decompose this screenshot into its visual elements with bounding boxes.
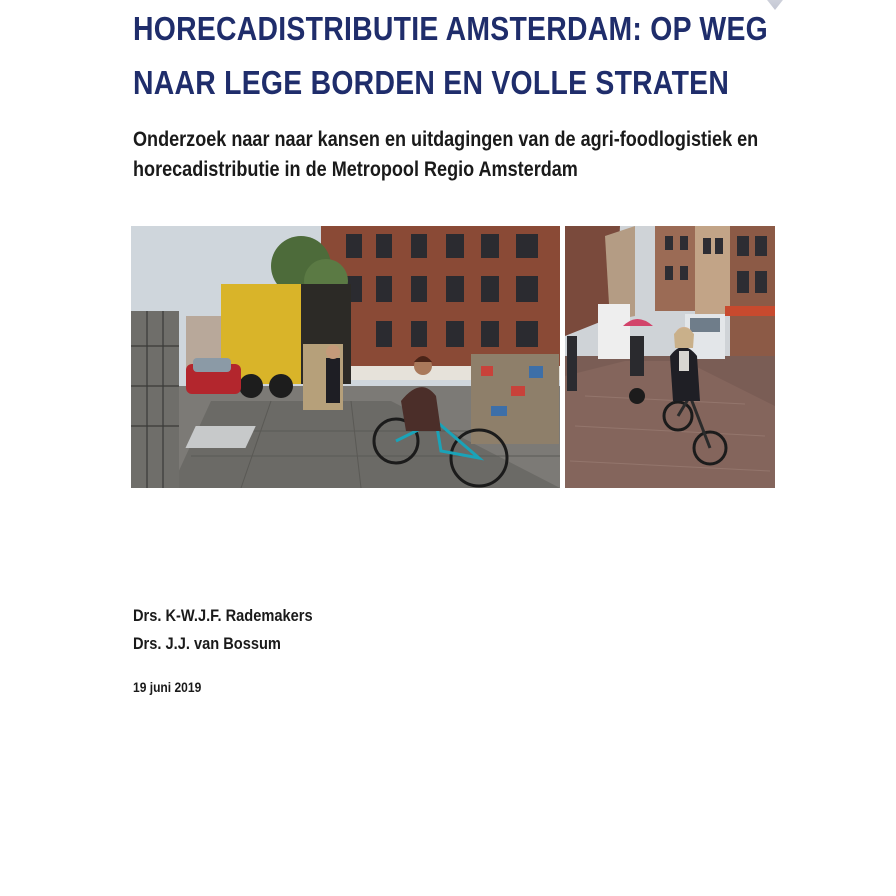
subtitle-line-1: Onderzoek naar naar kansen en uitdagingen van de agri-foodlogistiek en: [133, 128, 759, 151]
cover-photo-rainy-street: [565, 226, 775, 488]
cover-photo-delivery-truck: [131, 226, 560, 488]
corner-logo-fragment: [756, 0, 794, 10]
subtitle-line-2: horecadistributie in de Metropool Regio Amsterdam: [133, 158, 578, 181]
author-name: Drs. J.J. van Bossum: [133, 634, 281, 653]
author-name: Drs. K-W.J.F. Rademakers: [133, 606, 313, 625]
document-title: [133, 2, 768, 110]
publication-date: 19 juni 2019: [133, 679, 202, 695]
document-subtitle: [133, 125, 759, 185]
title-line-1: HORECADISTRIBUTIE AMSTERDAM: OP WEG: [133, 10, 768, 47]
author-list: [133, 602, 313, 658]
title-line-2: NAAR LEGE BORDEN EN VOLLE STRATEN: [133, 64, 730, 101]
